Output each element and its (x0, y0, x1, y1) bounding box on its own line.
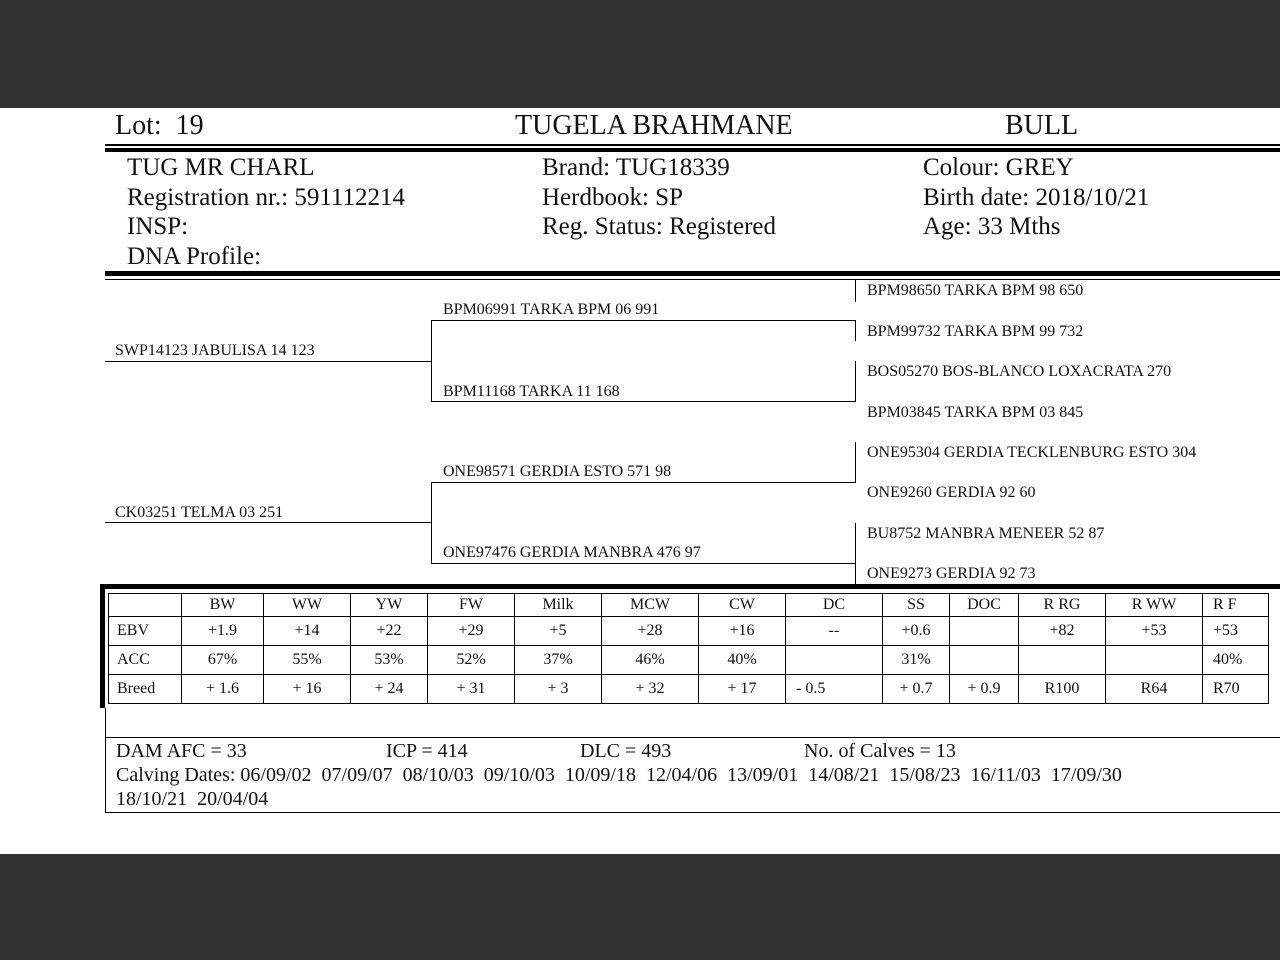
table-cell: +28 (602, 617, 699, 646)
dam-dlc: DLC = 493 (580, 740, 672, 762)
col-fw: FW (428, 594, 515, 617)
info-rule-thick (105, 271, 1280, 276)
table-cell: + 16 (264, 675, 351, 704)
table-cell: 46% (602, 646, 699, 675)
table-cell (786, 646, 883, 675)
table-cell: R100 (1019, 675, 1106, 704)
ebv-left-rule (100, 584, 105, 708)
age: Age: 33 Mths (923, 213, 1061, 240)
dam-dam-line (431, 563, 856, 564)
table-cell: +82 (1019, 617, 1106, 646)
col-dc: DC (786, 594, 883, 617)
dam-box-left (105, 708, 106, 813)
ggp-3: BOS05270 BOS-BLANCO LOXACRATA 270 (867, 363, 1172, 380)
ebv-row (109, 617, 1269, 646)
acc-row (109, 646, 1269, 675)
table-cell: + 0.7 (883, 675, 950, 704)
info-rule-thin (105, 279, 1280, 280)
dam-calves: No. of Calves = 13 (804, 740, 956, 762)
table-cell: +22 (351, 617, 428, 646)
table-cell: + 3 (515, 675, 602, 704)
pedigree-sire-sire: BPM06991 TARKA BPM 06 991 (443, 301, 660, 318)
dna-profile: DNA Profile: (127, 242, 262, 270)
table-cell: +29 (428, 617, 515, 646)
table-cell (1106, 646, 1203, 675)
ggp-2: BPM99732 TARKA BPM 99 732 (867, 323, 1084, 340)
sire-line (105, 361, 432, 362)
dam-sire-line (431, 482, 856, 483)
lot-number: 19 (175, 110, 204, 141)
insp-field: INSP: (127, 213, 189, 240)
lot-label: Lot: 19 (115, 110, 204, 141)
ggp-bracket-1b (855, 320, 856, 341)
pedigree-dam-sire: ONE98571 GERDIA ESTO 571 98 (443, 463, 672, 480)
col-bw: BW (182, 594, 264, 617)
col-cw: CW (699, 594, 786, 617)
table-cell: + 31 (428, 675, 515, 704)
table-cell: + 1.6 (182, 675, 264, 704)
table-cell: - 0.5 (786, 675, 883, 704)
ebv-table (108, 593, 1269, 704)
catalogue-page (0, 108, 1280, 854)
ggp-6: ONE9260 GERDIA 92 60 (867, 484, 1036, 501)
table-cell: +53 (1106, 617, 1203, 646)
ggp-4: BPM03845 TARKA BPM 03 845 (867, 404, 1084, 421)
ggp-bracket-4b (855, 563, 856, 585)
table-cell: + 0.9 (950, 675, 1019, 704)
sire-dam-line (431, 401, 856, 402)
table-cell: 40% (1203, 646, 1269, 675)
table-cell: 52% (428, 646, 515, 675)
row-label: EBV (109, 617, 182, 646)
ggp-7: BU8752 MANBRA MENEER 52 87 (867, 525, 1105, 542)
table-cell (950, 617, 1019, 646)
birth-date: Birth date: 2018/10/21 (923, 183, 1150, 211)
ggp-bracket-3 (855, 442, 856, 482)
table-cell (950, 646, 1019, 675)
table-cell: + 24 (351, 675, 428, 704)
table-cell: 40% (699, 646, 786, 675)
ebv-corner-cell (109, 594, 182, 617)
ggp-8: ONE9273 GERDIA 92 73 (867, 565, 1036, 582)
ebv-top-rule (100, 584, 1280, 589)
dam-afc: DAM AFC = 33 (116, 740, 247, 762)
table-cell: + 17 (699, 675, 786, 704)
herdbook: Herdbook: SP (542, 183, 683, 211)
animal-info-left (127, 153, 405, 271)
pedigree-sire-dam: BPM11168 TARKA 11 168 (443, 383, 620, 400)
breeder-name: TUGELA BRAHMANE (515, 110, 793, 141)
table-cell: R70 (1203, 675, 1269, 704)
ggp-5: ONE95304 GERDIA TECKLENBURG ESTO 304 (867, 444, 1197, 461)
table-cell: 53% (351, 646, 428, 675)
ggp-bracket-4 (855, 523, 856, 563)
sire-sire-line (431, 320, 856, 321)
table-cell: 67% (182, 646, 264, 675)
col-r-f: R F (1203, 594, 1269, 617)
dam-icp: ICP = 414 (386, 740, 468, 762)
pedigree-dam-dam: ONE97476 GERDIA MANBRA 476 97 (443, 544, 701, 561)
header-rule (105, 144, 1280, 146)
table-cell: 37% (515, 646, 602, 675)
col-r-rg: R RG (1019, 594, 1106, 617)
table-cell: 31% (883, 646, 950, 675)
table-cell: +1.9 (182, 617, 264, 646)
ebv-header-row (109, 594, 1269, 617)
reg-status: Reg. Status: Registered (542, 213, 776, 240)
col-yw: YW (351, 594, 428, 617)
animal-info-right (923, 153, 1149, 242)
breed-row (109, 675, 1269, 704)
col-milk: Milk (515, 594, 602, 617)
table-cell: +16 (699, 617, 786, 646)
colour: Colour: GREY (923, 154, 1074, 181)
calving-dates: Calving Dates: 06/09/02 07/09/07 08/10/03 09/10/03 10/09/18 12/04/06 13/09/01 14/08/21 15/08/23 16/11/03 17/09/30 (116, 764, 1122, 786)
table-cell (1019, 646, 1106, 675)
row-label: ACC (109, 646, 182, 675)
ggp-1: BPM98650 TARKA BPM 98 650 (867, 282, 1084, 299)
table-cell: 55% (264, 646, 351, 675)
pedigree-sire: SWP14123 JABULISA 14 123 (115, 342, 315, 359)
dam-box-bottom (105, 812, 1280, 813)
table-cell: +5 (515, 617, 602, 646)
animal-info-middle (542, 153, 776, 242)
calving-dates-cont: 18/10/21 20/04/04 (116, 788, 269, 810)
dam-box-top (105, 737, 1280, 738)
col-ww: WW (264, 594, 351, 617)
ggp-bracket-2 (855, 361, 856, 401)
pedigree-dam: CK03251 TELMA 03 251 (115, 504, 284, 521)
animal-sex: BULL (1005, 110, 1079, 141)
table-cell: R64 (1106, 675, 1203, 704)
col-doc: DOC (950, 594, 1019, 617)
ggp-bracket-1a (855, 280, 856, 302)
table-cell: +0.6 (883, 617, 950, 646)
registration-number: Registration nr.: 591112214 (127, 183, 405, 211)
row-label: Breed (109, 675, 182, 704)
table-cell: +14 (264, 617, 351, 646)
table-cell: + 32 (602, 675, 699, 704)
col-r-ww: R WW (1106, 594, 1203, 617)
table-cell: -- (786, 617, 883, 646)
animal-name: TUG MR CHARL (127, 154, 315, 181)
dam-bracket (431, 482, 432, 564)
header-rule-thick (105, 148, 1280, 152)
sire-bracket (431, 320, 432, 402)
dam-line (105, 522, 432, 523)
table-cell: +53 (1203, 617, 1269, 646)
col-mcw: MCW (602, 594, 699, 617)
col-ss: SS (883, 594, 950, 617)
brand: Brand: TUG18339 (542, 154, 730, 181)
